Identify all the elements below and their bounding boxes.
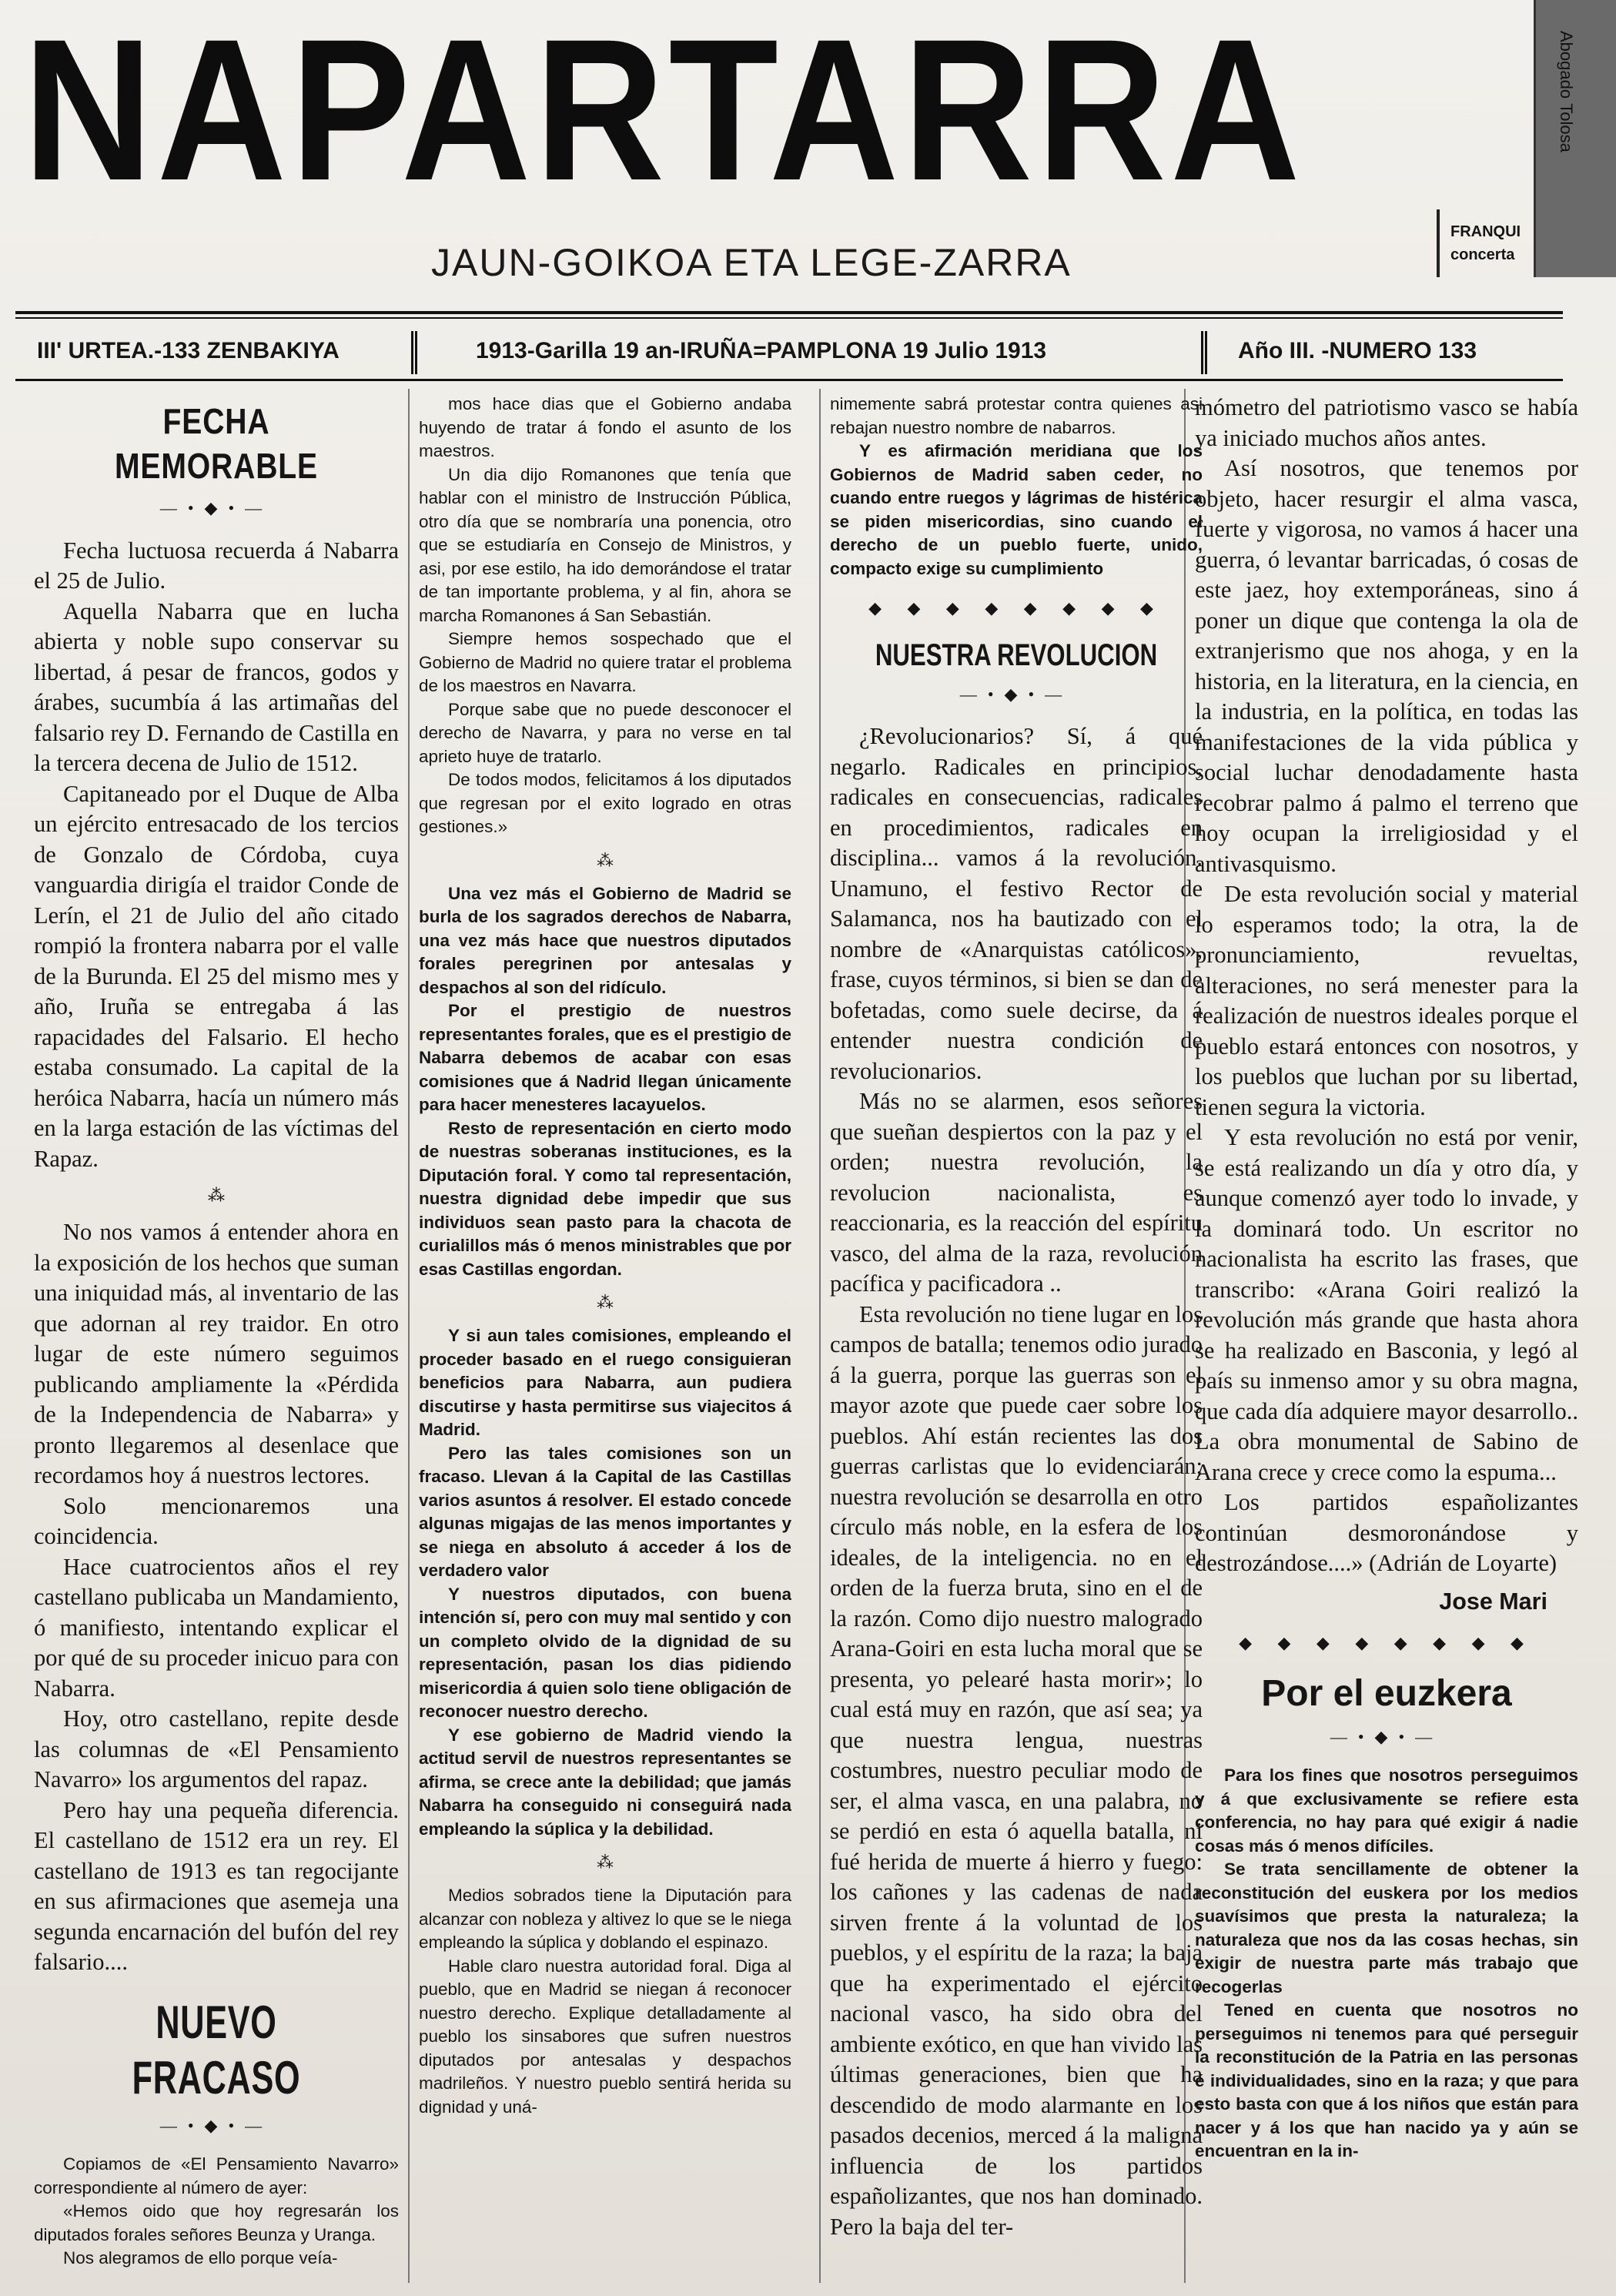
paragraph: Siempre hemos sospechado que el Gobierno de Madrid no quiere tratar el problema de los maestros en Navarra. bbox=[419, 629, 791, 695]
paragraph: Un dia dijo Romanones que tenía que hablar con el ministro de Instrucción Pública, otro día que se nombraría una ponencia, otro que se estudiaría en Consejo de Ministros, y asi, por ese estilo, ha ido demorándose el tratar de tan importante problema, y al fin, ahora se marcha Romanones á San Sebastián. bbox=[419, 464, 791, 625]
asterism: ⁂ bbox=[597, 1853, 614, 1872]
paragraph: Aquella Nabarra que en lucha abierta y noble supo conservar su libertad, á pesar de francos, godos y árabes, sucumbía á las artimañas del falsario rey D. Fernando de Castilla en la tercera decena de Julio de 1512. bbox=[34, 597, 399, 776]
dateline-divider bbox=[411, 331, 417, 374]
paragraph: mómetro del patriotismo vasco se había ya iniciado muchos años antes. bbox=[1195, 394, 1578, 451]
paragraph: ¿Revolucionarios? Sí, á qué negarlo. Radicales en principios, radicales en consecuencias, radicales en procedimientos, radicales en disciplina... vamos á la revolución. Unamuno, el festivo Rector de Salamanca, nos ha bautizado con el nombre de «Anarquistas católicos», frase, cuyos términos, si bien se dan de bofetadas, como suele decirse, da á entender nuestra condición de revolucionarios. bbox=[830, 723, 1203, 1084]
headline-por-el-euzkera: Por el euzkera bbox=[1261, 1672, 1512, 1714]
paragraph: Tened en cuenta que nosotros no perseguimos ni tenemos para qué perseguir la reconstitución de la Patria en las personas é individualidades, sino en la raza; y que para esto basta con que á los niños que están para nacer y á los que han nacido ya y aún se encuentran en la in- bbox=[1195, 2000, 1578, 2160]
nuevo-fracaso-body bbox=[34, 2153, 399, 2271]
column-separator bbox=[408, 389, 410, 2283]
paragraph: Hable claro nuestra autoridad foral. Diga al pueblo, que en Madrid se niegan á reconocer nuestro derecho. Explique detalladamente al pueblo los sinsabores que sufren nuestros diputados por antesalas y despachos madrileños. Y nuestro pueblo sentirá herida su dignidad y uná- bbox=[419, 1956, 791, 2117]
masthead-title: NAPARTARRA bbox=[23, 22, 1304, 199]
paragraph: No nos vamos á entender ahora en la exposición de los hechos que suman una iniquidad más, al inventario de las que adornan al rey traidor. En otro lugar de este número seguimos publicando ampliamente la «Pérdida de la Independencia de Nabarra» y pronto llegaremos al desenlace que recordamos hoy á nuestros lectores. bbox=[34, 1219, 399, 1488]
paragraph: Y ese gobierno de Madrid viendo la actitud servil de nuestros representantes se afirma, se crece ante la debilidad; que jamás Nabarra ha conseguido ni conseguirá nada empleando la súplica y la debilidad. bbox=[419, 1725, 791, 1839]
paragraph: Hace cuatrocientos años el rey castellano publicaba un Mandamiento, ó manifiesto, intentando explicar el por qué de su proceder inicuo para con Nabarra. bbox=[34, 1553, 399, 1702]
paragraph: Más no se alarmen, esos señores que sueñan despiertos con la paz y el orden; nuestra revolución, la revolucion nacionalista, es reaccionaria, es la reacción del espíritu vasco, del alma de la raza, revolución pacífica y pacificadora .. bbox=[830, 1088, 1203, 1297]
headline-nuestra-revolucion: NUESTRA REVOLUCION bbox=[875, 638, 1158, 672]
stub-line-1: FRANQUI bbox=[1450, 223, 1521, 240]
paragraph: Copiamos de «El Pensamiento Navarro» correspondiente al número de ayer: bbox=[34, 2154, 399, 2197]
euzkera-body bbox=[1195, 1764, 1578, 2164]
asterism: ⁂ bbox=[597, 850, 614, 870]
stamp-line-2: Tolosa bbox=[1557, 103, 1576, 152]
paragraph: Fecha luctuosa recuerda á Nabarra el 25 de Julio. bbox=[34, 537, 399, 594]
paragraph: Y nuestros diputados, con buena intención sí, pero con muy mal sentido y con un completo olvido de la dignidad de su representación, pasan los dias pidiendo misericordia á quien solo tiene obligación de reconocer nuestro derecho. bbox=[419, 1584, 791, 1721]
paragraph: Pero hay una pequeña diferencia. El castellano de 1512 era un rey. El castellano de 1913 es tan regocijante en sus afirmaciones que asemeja una segunda encarnación del bufón del rey falsario.... bbox=[34, 1796, 399, 1975]
paragraph: Nos alegramos de ello porque veía- bbox=[63, 2248, 338, 2268]
paragraph: Capitaneado por el Duque de Alba un ejército entresacado de los tercios de Gonzalo de Córdoba, cuya vanguardia dirigía el traidor Conde de Lerín, el 21 de Julio del año citado rompió la frontera nabarra por el valle de la Burunda. El 25 del mismo mes y año, Iruña se entregaba á las rapacidades del Falsario. El hecho estaba consumado. La capital de la heróica Nabarra, hacía un número más en la larga estación de las víctimas del Rapaz. bbox=[34, 780, 399, 1172]
ornament: ◆ ◆ ◆ ◆ ◆ ◆ ◆ ◆ bbox=[1239, 1633, 1534, 1652]
ornament: —•◆•— bbox=[959, 684, 1073, 704]
paragraph: De todos modos, felicitamos á los diputados que regresan por el exito logrado en otras gestiones.» bbox=[419, 770, 791, 836]
dateline-basque: III' URTEA.-133 ZENBAKIYA bbox=[37, 338, 340, 363]
column-1 bbox=[34, 393, 399, 2279]
ornament: —•◆•— bbox=[159, 2115, 273, 2135]
continuation-block bbox=[830, 393, 1203, 581]
paragraph: Esta revolución no tiene lugar en los campos de batalla; tenemos odio jurado á la guerra, porque las guerras son el mayor azote que puede caer sobre los pueblos. Ahí están recientes las dos guerras carlistas que lo evidenciarán; nuestra revolución se desarrolla en otro círculo más noble, en la esfera de los ideales, de la inteligencia. no en el orden de la fuerza bruta, sino en el de la razón. Como dijo nuestro malogrado Arana-Goiri en esta lucha moral que se presenta, yo pelearé hasta morir»; lo cual está muy en razón, que así sea; ya que nuestra lengua, nuestras costumbres, nuestro peculiar modo de ser, el alma vasca, en una palabra, no se perdió en esta ó aquella batalla, ni fué herida de muerte á hierro y fuego: los cañones y las cadenas de nada sirven frente á la voluntad de los pueblos, y el espíritu de la raza; la baja que ha experimentado el ejército nacional vasco, ha sido obra del ambiente exótico, en que han vivido las últimas generaciones, bien que ha descendido de modo alarmante en los pasados decenios, merced á la maligna influencia de los partidos españolizantes, que nos han dominado. Pero la baja del ter- bbox=[830, 1300, 1203, 2240]
paragraph: Por el prestigio de nuestros representantes forales, que es el prestigio de Nabarra debemos de acabar con esas comisiones que á Nadrid llegan únicamente para hacer menesteres lacayuelos. bbox=[419, 1001, 791, 1114]
headline-nuevo-fracaso: NUEVO FRACASO bbox=[132, 1996, 301, 2104]
column-3 bbox=[830, 393, 1203, 2279]
masthead-motto: JAUN-GOIKOA ETA LEGE-ZARRA bbox=[431, 241, 1072, 284]
paragraph: Porque sabe que no puede desconocer el derecho de Navarra, y para no verse en tal aprieto huye de tratarlo. bbox=[419, 699, 791, 766]
paragraph: Y es afirmación meridiana que los Gobiernos de Madrid saben ceder, no cuando entre ruegos y lágrimas de histérica se piden misericordias, sino cuando el derecho de un pueblo fuerte, unido, compacto exige su cumplimiento bbox=[830, 441, 1203, 578]
library-stamp bbox=[1534, 0, 1616, 277]
paragraph: Para los fines que nosotros perseguimos y á que exclusivamente se refiere esta conferencia, no hay para qué exigir á nadie cosas más ó menos difíciles. bbox=[1195, 1766, 1578, 1856]
top-rule-thin bbox=[15, 317, 1563, 319]
ornament: ◆ ◆ ◆ ◆ ◆ ◆ ◆ ◆ bbox=[868, 598, 1164, 618]
stamp-text bbox=[1553, 31, 1579, 152]
dateline-number: Año III. -NUMERO 133 bbox=[1238, 338, 1477, 363]
masthead-stub bbox=[1437, 209, 1549, 277]
ornament: —•◆•— bbox=[1330, 1726, 1444, 1746]
paragraph: Así nosotros, que tenemos por objeto, hacer resurgir el alma vasca, fuerte y vigorosa, no vamos á hacer una guerra, ó levantar barricadas, ó cosas de este jaez, hoy extemporáneas, sino á poner un dique que contenga la ola de extranjerismo que nos ahoga, y en la historia, en la literatura, en la ciencia, en la industria, en la política, en todas las manifestaciones de la vida pública y social luchar denodadamente hasta recobrar palmo á palmo el terreno que hoy ocupan la irreligiosidad y el antivasquismo. bbox=[1195, 455, 1578, 877]
paragraph: Una vez más el Gobierno de Madrid se burla de los sagrados derechos de Nabarra, una vez más hace que nuestros diputados forales peregrinen por antesalas y despachos al son del ridículo. bbox=[419, 883, 791, 997]
paragraph: Medios sobrados tiene la Diputación para alcanzar con nobleza y altivez lo que se le niega empleando la súplica y doblando el espinazo. bbox=[419, 1886, 791, 1952]
paragraph: Resto de representación en cierto modo de nuestras soberanas instituciones, es la Diputación foral. Y como tal representación, nuestra dignidad debe impedir que sus individuos sean pasto para la chacota de curialillos más ó menos ministrables que por esas Castillas engordan. bbox=[419, 1118, 791, 1279]
bottom-rule bbox=[15, 379, 1563, 381]
column-4 bbox=[1195, 393, 1578, 2279]
ornament: —•◆•— bbox=[159, 498, 273, 517]
asterism: ⁂ bbox=[208, 1186, 225, 1205]
column-2 bbox=[419, 393, 791, 2279]
paragraph: mos hace dias que el Gobierno andaba huyendo de tratar á fondo el asunto de los maestros. bbox=[419, 394, 791, 460]
paragraph: Y si aun tales comisiones, empleando el proceder basado en el ruego consiguieran beneficios para Nabarra, aun pudiera discutirse y hasta permitirse sus viajecitos á Madrid. bbox=[419, 1326, 791, 1439]
paragraph: Hoy, otro castellano, repite desde las columnas de «El Pensamiento Navarro» los argumentos del rapaz. bbox=[34, 1705, 399, 1792]
paragraph: Solo mencionaremos una coincidencia. bbox=[34, 1492, 399, 1549]
stamp-line-1: Abogado bbox=[1557, 31, 1576, 99]
paragraph: De esta revolución social y material lo esperamos todo; la otra, la de pronunciamiento, revueltas, alteraciones, no será menester para la realización de nuestros ideales porque el pueblo estará entonces con nosotros, y los pueblos que luchan por su libertad, tienen segura la victoria. bbox=[1195, 881, 1578, 1120]
paragraph: Se trata sencillamente de obtener la reconstitución del euskera por los medios suavísimos que presta la naturaleza; la naturaleza que nos da las cosas hechas, sin exigir de nuestra parte más trabajo que recogerlas bbox=[1195, 1859, 1578, 1996]
paragraph: Y esta revolución no está por venir, se está realizando un día y otro día, y aunque comenzó ayer todo lo invade, y la dominará todo. Un escritor no nacionalista ha escrito las frases, que transcribo: «Arana Goiri realizó la revolución más grande que hasta ahora se ha realizado en Basconia, y legó al país su inmenso amor y su obra magna, que cada día adquiere mayor desarrollo.. La obra monumental de Sabino de Arana crece y crece como la espuma... bbox=[1195, 1124, 1578, 1485]
top-rule bbox=[15, 311, 1563, 314]
signature: Jose Mari bbox=[1439, 1588, 1547, 1615]
dateline-divider bbox=[1201, 331, 1207, 374]
paragraph: nimemente sabrá protestar contra quienes asi rebajan nuestro nombre de nabarros. bbox=[830, 394, 1203, 437]
column-separator bbox=[819, 389, 821, 2283]
asterism: ⁂ bbox=[597, 1293, 614, 1312]
paragraph: «Hemos oido que hoy regresarán los diputados forales señores Beunza y Uranga. bbox=[34, 2201, 399, 2244]
paragraph: Los partidos españolizantes continúan desmoronándose y destrozándose....» (Adrián de Loyarte) bbox=[1195, 1489, 1578, 1576]
headline-fecha-memorable: FECHA MEMORABLE bbox=[115, 401, 318, 486]
stub-line-2: concerta bbox=[1450, 246, 1515, 263]
paragraph: Pero las tales comisiones son un fracaso. Llevan á la Capital de las Castillas varios asuntos á resolver. El estado concede algunas migajas de las menos importantes y se niega en absoluto á acceder á los de verdadero valor bbox=[419, 1443, 791, 1580]
dateline-date: 1913-Garilla 19 an-IRUÑA=PAMPLONA 19 Julio 1913 bbox=[476, 338, 1047, 363]
